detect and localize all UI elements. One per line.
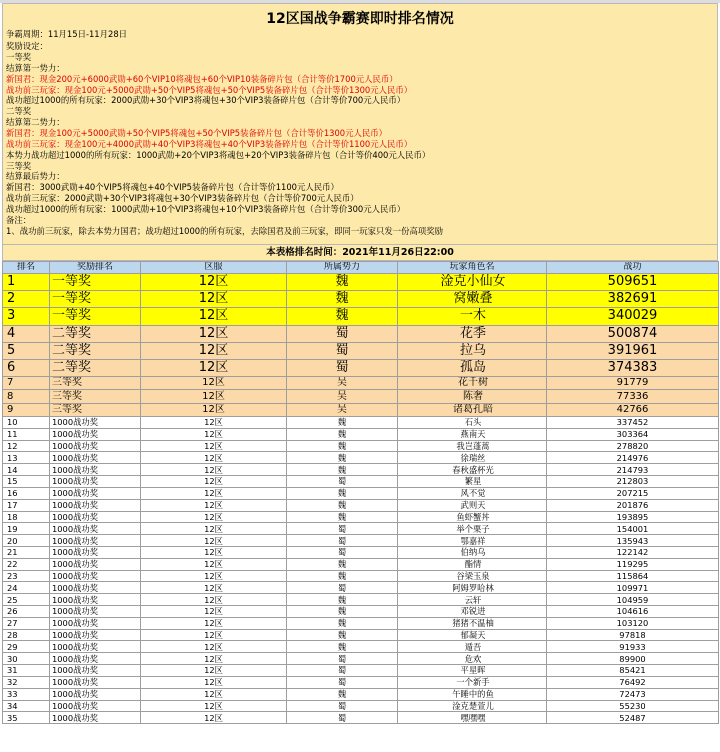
cell-player: 酯情 [398,558,547,570]
cell-award: 1000战功奖 [50,511,141,523]
cell-rank: 16 [3,487,50,499]
cell-player: 邓锐进 [398,606,547,618]
cell-rank: 1 [3,274,50,291]
cell-award: 一等奖 [50,291,141,308]
cell-faction: 魏 [287,617,398,629]
cell-player: 淦克小仙女 [398,274,547,291]
cell-rank: 22 [3,558,50,570]
cell-rank: 10 [3,417,50,429]
cell-server: 12区 [141,390,287,403]
cell-rank: 33 [3,688,50,700]
cell-server: 12区 [141,325,287,342]
cell-merit: 76492 [547,676,719,688]
rule-line: 战功超过1000的所有玩家：2000武勋+30个VIP3将魂包+30个VIP3装备碎片包（合计等价700元人民币） [6,95,406,106]
cell-faction: 吴 [287,403,398,416]
cell-faction: 魏 [287,464,398,476]
cell-merit: 119295 [547,558,719,570]
cell-award: 1000战功奖 [50,499,141,511]
cell-faction: 蜀 [287,653,398,665]
cell-faction: 蜀 [287,546,398,558]
cell-award: 1000战功奖 [50,700,141,712]
cell-merit: 77336 [547,390,719,403]
table-header-row [3,262,719,274]
cell-faction: 蜀 [287,342,398,359]
table-row [3,629,719,641]
cell-award: 1000战功奖 [50,606,141,618]
table-row [3,308,719,325]
cell-merit: 104959 [547,594,719,606]
table-row [3,291,719,308]
cell-rank: 6 [3,359,50,376]
cell-rank: 29 [3,641,50,653]
cell-server: 12区 [141,676,287,688]
table-row [3,570,719,582]
cell-rank: 26 [3,606,50,618]
cell-faction: 蜀 [287,700,398,712]
table-row [3,487,719,499]
cell-merit: 135943 [547,535,719,547]
cell-faction: 魏 [287,417,398,429]
cell-faction: 魏 [287,688,398,700]
cell-award: 1000战功奖 [50,464,141,476]
cell-rank: 34 [3,700,50,712]
cell-server: 12区 [141,665,287,677]
cell-player: 猪猪不温柚 [398,617,547,629]
rule-line: 战功前三玩家：现金100元+5000武勋+50个VIP5将魂包+50个VIP5装备碎片包（合计等价1300元人民币） [6,84,413,95]
cell-merit: 104616 [547,606,719,618]
cell-player: 嘿嘿嘿 [398,712,547,724]
cell-server: 12区 [141,440,287,452]
table-row [3,617,719,629]
cell-server: 12区 [141,476,287,488]
cell-player: 孤岛 [398,359,547,376]
cell-server: 12区 [141,359,287,376]
cell-rank: 2 [3,291,50,308]
cell-merit: 303364 [547,428,719,440]
table-row [3,712,719,724]
rule-line: 结算第一势力： [6,62,65,73]
rules-panel [2,3,718,245]
cell-server: 12区 [141,617,287,629]
cell-faction: 魏 [287,594,398,606]
cell-award: 1000战功奖 [50,558,141,570]
cell-merit: 278820 [547,440,719,452]
cell-faction: 魏 [287,291,398,308]
cell-rank: 8 [3,390,50,403]
rule-line: 结算最后势力： [6,171,65,182]
cell-server: 12区 [141,487,287,499]
cell-rank: 25 [3,594,50,606]
cell-merit: 391961 [547,342,719,359]
cell-player: 拉乌 [398,342,547,359]
cell-merit: 91933 [547,641,719,653]
cell-player: 谷梁玉泉 [398,570,547,582]
table-row [3,428,719,440]
cell-award: 1000战功奖 [50,417,141,429]
table-row [3,641,719,653]
cell-merit: 85421 [547,665,719,677]
cell-player: 鄂嘉祥 [398,535,547,547]
table-row [3,676,719,688]
cell-merit: 109971 [547,582,719,594]
cell-merit: 214793 [547,464,719,476]
page-title: 12区国战争霸赛即时排名情况 [266,11,454,27]
cell-server: 12区 [141,558,287,570]
cell-award: 1000战功奖 [50,570,141,582]
cell-player: 郁凝天 [398,629,547,641]
rule-line: 本势力战功超过1000的所有玩家：1000武勋+20个VIP3将魂包+20个VIP3装备碎片包（合计等价400元人民币） [6,149,431,160]
cell-merit: 500874 [547,325,719,342]
cell-rank: 24 [3,582,50,594]
cell-server: 12区 [141,511,287,523]
cell-rank: 21 [3,546,50,558]
cell-player: 石头 [398,417,547,429]
cell-merit: 89900 [547,653,719,665]
rule-line: 新国君：现金200元+6000武勋+60个VIP10将魂包+60个VIP10装备碎片包（合计等价1700元人民币） [6,73,398,84]
table-row [3,325,719,342]
cell-award: 一等奖 [50,274,141,291]
cell-player: 云轩 [398,594,547,606]
cell-faction: 吴 [287,390,398,403]
cell-faction: 魏 [287,428,398,440]
cell-server: 12区 [141,342,287,359]
cell-award: 1000战功奖 [50,641,141,653]
cell-merit: 103120 [547,617,719,629]
cell-server: 12区 [141,688,287,700]
cell-rank: 23 [3,570,50,582]
table-row [3,417,719,429]
cell-award: 二等奖 [50,342,141,359]
table-row [3,499,719,511]
cell-rank: 32 [3,676,50,688]
cell-rank: 5 [3,342,50,359]
cell-server: 12区 [141,291,287,308]
cell-rank: 18 [3,511,50,523]
cell-server: 12区 [141,464,287,476]
cell-merit: 212803 [547,476,719,488]
cell-merit: 122142 [547,546,719,558]
rule-line: 1、战功前三玩家，除去本势力国君；战功超过1000的所有玩家，去除国君及前三玩家，即同一玩家只发一份高项奖励 [6,225,444,236]
cell-rank: 4 [3,325,50,342]
cell-rank: 15 [3,476,50,488]
cell-player: 春秋盛杯光 [398,464,547,476]
table-row [3,523,719,535]
cell-server: 12区 [141,377,287,390]
rule-line: 二等奖 [6,106,32,117]
cell-award: 1000战功奖 [50,653,141,665]
table-row [3,464,719,476]
cell-award: 三等奖 [50,403,141,416]
table-row [3,390,719,403]
cell-merit: 72473 [547,688,719,700]
cell-merit: 207215 [547,487,719,499]
cell-server: 12区 [141,712,287,724]
table-row [3,440,719,452]
cell-award: 1000战功奖 [50,452,141,464]
cell-player: 一木 [398,308,547,325]
cell-award: 1000战功奖 [50,440,141,452]
cell-faction: 吴 [287,377,398,390]
cell-faction: 魏 [287,558,398,570]
cell-faction: 魏 [287,629,398,641]
cell-player: 花季 [398,325,547,342]
cell-player: 风不觉 [398,487,547,499]
table-row [3,274,719,291]
cell-server: 12区 [141,417,287,429]
cell-rank: 30 [3,653,50,665]
cell-merit: 201876 [547,499,719,511]
cell-merit: 55230 [547,700,719,712]
table-row [3,359,719,376]
cell-faction: 魏 [287,641,398,653]
ranking-table [2,261,719,724]
cell-award: 1000战功奖 [50,688,141,700]
table-row [3,606,719,618]
table-row [3,403,719,416]
cell-award: 1000战功奖 [50,535,141,547]
cell-faction: 魏 [287,511,398,523]
cell-rank: 20 [3,535,50,547]
cell-player: 一个新手 [398,676,547,688]
cell-award: 三等奖 [50,390,141,403]
cell-server: 12区 [141,546,287,558]
table-row [3,476,719,488]
cell-rank: 27 [3,617,50,629]
cell-merit: 382691 [547,291,719,308]
cell-faction: 魏 [287,499,398,511]
cell-player: 伯纳乌 [398,546,547,558]
cell-award: 二等奖 [50,359,141,376]
rule-line: 三等奖 [6,160,32,171]
cell-player: 诸葛孔暗 [398,403,547,416]
cell-faction: 蜀 [287,665,398,677]
cell-faction: 蜀 [287,712,398,724]
cell-award: 三等奖 [50,377,141,390]
cell-merit: 91779 [547,377,719,390]
cell-merit: 193895 [547,511,719,523]
cell-server: 12区 [141,308,287,325]
cell-award: 1000战功奖 [50,476,141,488]
cell-server: 12区 [141,535,287,547]
col-header-faction: 所属势力 [287,262,398,274]
cell-award: 二等奖 [50,325,141,342]
cell-award: 1000战功奖 [50,428,141,440]
cell-rank: 31 [3,665,50,677]
cell-rank: 28 [3,629,50,641]
update-time-banner: 本表格排名时间：2021年11月26日22:00 [2,245,718,261]
cell-faction: 魏 [287,606,398,618]
col-header-player: 玩家角色名 [398,262,547,274]
cell-faction: 蜀 [287,535,398,547]
rule-line: 战功前三玩家：2000武勋+30个VIP3将魂包+30个VIP3装备碎片包（合计等价700元人民币） [6,193,359,204]
table-row [3,452,719,464]
cell-faction: 魏 [287,570,398,582]
cell-player: 危欢 [398,653,547,665]
cell-merit: 509651 [547,274,719,291]
cell-server: 12区 [141,428,287,440]
col-header-server: 区服 [141,262,287,274]
cell-rank: 14 [3,464,50,476]
cell-rank: 12 [3,440,50,452]
rule-line: 战功超过1000的所有玩家：1000武勋+10个VIP3将魂包+10个VIP3装备碎片包（合计等价300元人民币） [6,203,406,214]
cell-server: 12区 [141,641,287,653]
cell-merit: 340029 [547,308,719,325]
cell-award: 1000战功奖 [50,487,141,499]
cell-player: 午睡中的鱼 [398,688,547,700]
cell-player: 陈奢 [398,390,547,403]
cell-merit: 337452 [547,417,719,429]
cell-player: 淦克楚萱儿 [398,700,547,712]
rule-line: 备注： [6,214,32,225]
cell-faction: 蜀 [287,582,398,594]
cell-faction: 蜀 [287,325,398,342]
cell-server: 12区 [141,594,287,606]
cell-rank: 17 [3,499,50,511]
cell-rank: 13 [3,452,50,464]
cell-faction: 魏 [287,487,398,499]
table-row [3,653,719,665]
cell-award: 1000战功奖 [50,523,141,535]
cell-player: 遁吾 [398,641,547,653]
cell-merit: 374383 [547,359,719,376]
cell-server: 12区 [141,606,287,618]
cell-faction: 魏 [287,274,398,291]
cell-award: 1000战功奖 [50,594,141,606]
cell-merit: 214976 [547,452,719,464]
cell-award: 一等奖 [50,308,141,325]
cell-player: 徐瑞丝 [398,452,547,464]
reward-header: 奖励设定： [6,41,48,51]
cell-award: 1000战功奖 [50,582,141,594]
cell-player: 武则天 [398,499,547,511]
cell-server: 12区 [141,403,287,416]
table-row [3,377,719,390]
cell-player: 窝嫩叠 [398,291,547,308]
cell-server: 12区 [141,629,287,641]
table-row [3,700,719,712]
cell-award: 1000战功奖 [50,617,141,629]
cell-player: 鱼虾蟹丼 [398,511,547,523]
table-row [3,582,719,594]
cell-award: 1000战功奖 [50,546,141,558]
cell-rank: 9 [3,403,50,416]
cell-merit: 154001 [547,523,719,535]
table-row [3,546,719,558]
table-row [3,665,719,677]
cell-player: 燕南天 [398,428,547,440]
cell-server: 12区 [141,452,287,464]
table-row [3,342,719,359]
col-header-merit: 战功 [547,262,719,274]
col-header-award: 奖励排名 [50,262,141,274]
cell-server: 12区 [141,582,287,594]
cell-server: 12区 [141,570,287,582]
cell-player: 平星晖 [398,665,547,677]
cell-faction: 蜀 [287,359,398,376]
cell-rank: 11 [3,428,50,440]
rule-line: 战功前三玩家：现金100元+4000武勋+40个VIP3将魂包+40个VIP3装备碎片包（合计等价1100元人民币） [6,138,413,149]
rule-line: 一等奖 [6,52,32,62]
cell-merit: 115864 [547,570,719,582]
period-text: 争霸周期：11月15日-11月28日 [6,29,128,39]
cell-merit: 97818 [547,629,719,641]
cell-server: 12区 [141,700,287,712]
cell-merit: 52487 [547,712,719,724]
cell-rank: 7 [3,377,50,390]
cell-faction: 蜀 [287,676,398,688]
cell-merit: 42766 [547,403,719,416]
cell-player: 繁星 [398,476,547,488]
table-row [3,594,719,606]
cell-faction: 蜀 [287,523,398,535]
cell-award: 1000战功奖 [50,665,141,677]
cell-award: 1000战功奖 [50,712,141,724]
table-row [3,511,719,523]
col-header-rank: 排名 [3,262,50,274]
cell-faction: 魏 [287,440,398,452]
rule-line: 新国君：现金100元+5000武勋+50个VIP5将魂包+50个VIP5装备碎片包（合计等价1300元人民币） [6,127,388,138]
table-row [3,558,719,570]
cell-server: 12区 [141,523,287,535]
cell-rank: 3 [3,308,50,325]
cell-rank: 19 [3,523,50,535]
cell-faction: 魏 [287,308,398,325]
cell-award: 1000战功奖 [50,676,141,688]
cell-rank: 35 [3,712,50,724]
cell-faction: 魏 [287,452,398,464]
cell-player: 花千树 [398,377,547,390]
cell-player: 阿姆罗哈林 [398,582,547,594]
table-row [3,688,719,700]
cell-server: 12区 [141,499,287,511]
ranking-body [3,274,719,724]
cell-server: 12区 [141,653,287,665]
rule-line: 新国君：3000武勋+40个VIP5将魂包+40个VIP5装备碎片包（合计等价1100元人民币） [6,182,339,193]
table-row [3,535,719,547]
rule-line: 结算第二势力： [6,117,65,128]
cell-player: 举个栗子 [398,523,547,535]
cell-award: 1000战功奖 [50,629,141,641]
cell-player: 我岂蓬蒿 [398,440,547,452]
cell-faction: 蜀 [287,476,398,488]
cell-server: 12区 [141,274,287,291]
